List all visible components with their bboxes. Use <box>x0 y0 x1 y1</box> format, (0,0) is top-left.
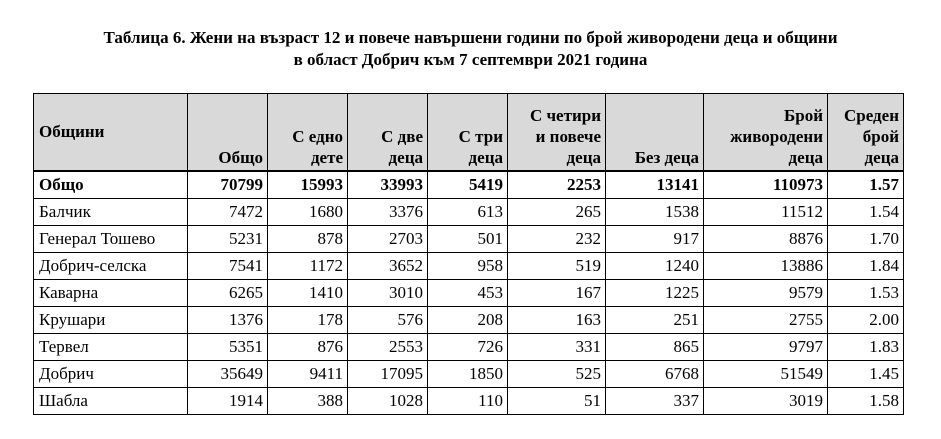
value-cell: 726 <box>428 334 508 361</box>
municipality-cell: Добрич-селска <box>34 253 188 280</box>
value-cell: 51549 <box>704 361 828 388</box>
column-header <box>704 94 828 172</box>
value-cell: 5351 <box>188 334 268 361</box>
value-cell: 33993 <box>348 171 428 199</box>
column-header-line: С две <box>381 127 423 146</box>
column-header <box>268 94 348 172</box>
value-cell: 17095 <box>348 361 428 388</box>
value-cell: 1914 <box>188 388 268 415</box>
table-row <box>34 334 904 361</box>
value-cell: 1410 <box>268 280 348 307</box>
column-header-line: Брой <box>784 106 823 125</box>
value-cell: 1172 <box>268 253 348 280</box>
column-header-line: Без деца <box>634 148 699 167</box>
table-row <box>34 253 904 280</box>
title-line-2: в област Добрич към 7 септември 2021 година <box>293 50 648 69</box>
table-row <box>34 280 904 307</box>
value-cell: 501 <box>428 226 508 253</box>
column-header-line: С три <box>458 127 503 146</box>
column-header-line: деца <box>566 148 601 167</box>
value-cell: 232 <box>508 226 606 253</box>
value-cell: 388 <box>268 388 348 415</box>
title-line-1: Таблица 6. Жени на възраст 12 и повече навършени години по брой живородени деца и общини <box>103 28 838 47</box>
total-row <box>34 171 904 199</box>
column-header-line: деца <box>388 148 423 167</box>
value-cell: 331 <box>508 334 606 361</box>
column-header-line: живородени <box>730 127 823 146</box>
value-cell: 1376 <box>188 307 268 334</box>
value-cell: 8876 <box>704 226 828 253</box>
value-cell: 525 <box>508 361 606 388</box>
column-header-line: С едно <box>292 127 343 146</box>
value-cell: 11512 <box>704 199 828 226</box>
value-cell: 576 <box>348 307 428 334</box>
value-cell: 1.57 <box>828 171 904 199</box>
column-header <box>508 94 606 172</box>
value-cell: 917 <box>606 226 704 253</box>
municipality-cell: Генерал Тошево <box>34 226 188 253</box>
value-cell: 3019 <box>704 388 828 415</box>
column-header-line: Общо <box>218 148 263 167</box>
table-title <box>0 27 941 71</box>
column-header-line: деца <box>864 148 899 167</box>
value-cell: 1.54 <box>828 199 904 226</box>
value-cell: 9579 <box>704 280 828 307</box>
value-cell: 167 <box>508 280 606 307</box>
value-cell: 3376 <box>348 199 428 226</box>
value-cell: 1.45 <box>828 361 904 388</box>
value-cell: 613 <box>428 199 508 226</box>
municipality-cell: Балчик <box>34 199 188 226</box>
municipality-cell: Шабла <box>34 388 188 415</box>
value-cell: 3010 <box>348 280 428 307</box>
municipality-cell: Общо <box>34 171 188 199</box>
header-row <box>34 94 904 172</box>
value-cell: 2755 <box>704 307 828 334</box>
column-header-line: Общини <box>39 121 105 141</box>
value-cell: 110973 <box>704 171 828 199</box>
value-cell: 865 <box>606 334 704 361</box>
table-row <box>34 199 904 226</box>
value-cell: 9797 <box>704 334 828 361</box>
table-row <box>34 361 904 388</box>
column-header <box>34 94 188 172</box>
column-header-line: брой <box>862 127 899 146</box>
value-cell: 1.84 <box>828 253 904 280</box>
table-row <box>34 307 904 334</box>
column-header <box>828 94 904 172</box>
value-cell: 1850 <box>428 361 508 388</box>
column-header <box>606 94 704 172</box>
value-cell: 7472 <box>188 199 268 226</box>
column-header-line: деца <box>468 148 503 167</box>
value-cell: 5419 <box>428 171 508 199</box>
value-cell: 876 <box>268 334 348 361</box>
value-cell: 51 <box>508 388 606 415</box>
data-table <box>33 93 904 415</box>
value-cell: 958 <box>428 253 508 280</box>
value-cell: 1240 <box>606 253 704 280</box>
value-cell: 13886 <box>704 253 828 280</box>
value-cell: 15993 <box>268 171 348 199</box>
value-cell: 1.83 <box>828 334 904 361</box>
value-cell: 163 <box>508 307 606 334</box>
table-row <box>34 226 904 253</box>
column-header-line: Среден <box>844 106 899 125</box>
value-cell: 337 <box>606 388 704 415</box>
value-cell: 13141 <box>606 171 704 199</box>
value-cell: 2.00 <box>828 307 904 334</box>
value-cell: 7541 <box>188 253 268 280</box>
value-cell: 878 <box>268 226 348 253</box>
column-header-line: С четири <box>529 106 601 125</box>
value-cell: 35649 <box>188 361 268 388</box>
municipality-cell: Тервел <box>34 334 188 361</box>
column-header-line: деца <box>788 148 823 167</box>
value-cell: 265 <box>508 199 606 226</box>
value-cell: 453 <box>428 280 508 307</box>
column-header-line: и повече <box>535 127 601 146</box>
value-cell: 1028 <box>348 388 428 415</box>
table-body <box>34 171 904 415</box>
value-cell: 1.58 <box>828 388 904 415</box>
column-header-line: дете <box>310 148 343 167</box>
value-cell: 1.70 <box>828 226 904 253</box>
value-cell: 6768 <box>606 361 704 388</box>
value-cell: 251 <box>606 307 704 334</box>
value-cell: 70799 <box>188 171 268 199</box>
value-cell: 6265 <box>188 280 268 307</box>
value-cell: 1225 <box>606 280 704 307</box>
value-cell: 5231 <box>188 226 268 253</box>
column-header <box>428 94 508 172</box>
value-cell: 9411 <box>268 361 348 388</box>
value-cell: 178 <box>268 307 348 334</box>
municipality-cell: Крушари <box>34 307 188 334</box>
value-cell: 208 <box>428 307 508 334</box>
value-cell: 1.53 <box>828 280 904 307</box>
value-cell: 3652 <box>348 253 428 280</box>
value-cell: 2253 <box>508 171 606 199</box>
column-header <box>188 94 268 172</box>
value-cell: 2703 <box>348 226 428 253</box>
value-cell: 2553 <box>348 334 428 361</box>
column-header <box>348 94 428 172</box>
value-cell: 1680 <box>268 199 348 226</box>
municipality-cell: Добрич <box>34 361 188 388</box>
municipality-cell: Каварна <box>34 280 188 307</box>
value-cell: 519 <box>508 253 606 280</box>
table-row <box>34 388 904 415</box>
value-cell: 1538 <box>606 199 704 226</box>
value-cell: 110 <box>428 388 508 415</box>
